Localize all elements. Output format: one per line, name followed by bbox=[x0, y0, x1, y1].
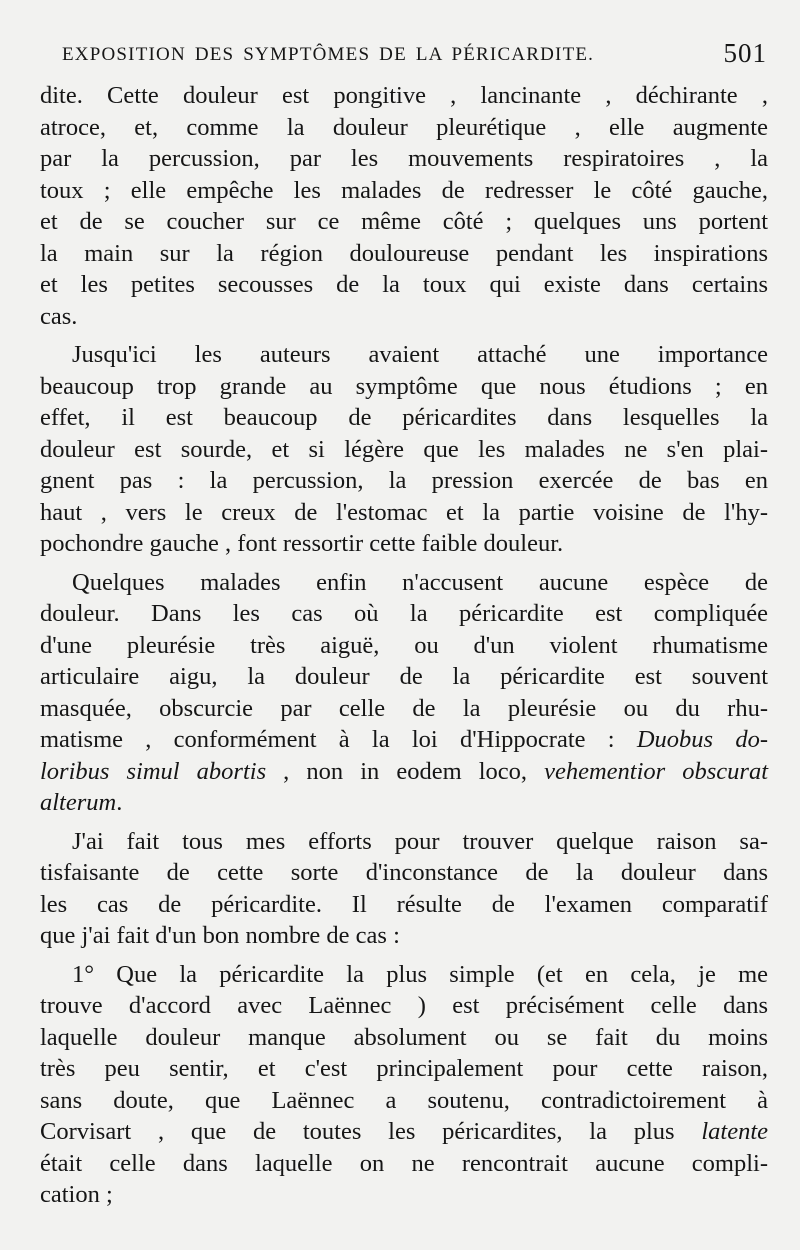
text-run: matisme , conformément à la loi d'Hippocrate : bbox=[40, 726, 637, 753]
text-line: articulaire aigu, la douleur de la péricardite est souvent bbox=[40, 663, 768, 690]
text-line: toux ; elle empêche les malades de redresser le côté gauche, bbox=[40, 176, 768, 204]
text-line: gnent pas : la percussion, la pression exercée de bas en bbox=[40, 467, 768, 494]
text-line bbox=[40, 756, 768, 788]
latin-quote: loribus simul abortis bbox=[40, 757, 267, 785]
text-line: que j'ai fait d'un bon nombre de cas : bbox=[40, 922, 400, 949]
body-text bbox=[40, 80, 768, 1218]
text-line: beaucoup trop grande au symptôme que nous étudions ; en bbox=[40, 372, 768, 400]
text-line: Jusqu'ici les auteurs avaient attaché une importance bbox=[72, 341, 768, 368]
text-line: tisfaisante de cette sorte d'inconstance de la douleur dans bbox=[40, 859, 768, 886]
text-line: la main sur la région douloureuse pendant les inspirations bbox=[40, 239, 768, 267]
text-line: 1° Que la péricardite la plus simple (et en cela, je me bbox=[72, 960, 768, 988]
text-line: atroce, et, comme la douleur pleurétique , elle augmente bbox=[40, 113, 768, 141]
text-line: pochondre gauche , font ressortir cette faible douleur. bbox=[40, 530, 564, 557]
paragraph-3 bbox=[40, 567, 768, 819]
text-line: laquelle douleur manque absolument ou se fait du moins bbox=[40, 1023, 768, 1051]
text-line: par la percussion, par les mouvements respiratoires , la bbox=[40, 145, 768, 172]
text-line: sans doute, que Laënnec a soutenu, contradictoirement à bbox=[40, 1086, 768, 1114]
text-line: masquée, obscurcie par celle de la pleurésie ou du rhu- bbox=[40, 694, 768, 722]
text-line: cas. bbox=[40, 302, 78, 330]
text-line: douleur est sourde, et si légère que les malades ne s'en plai- bbox=[40, 435, 768, 463]
emphasis: latente bbox=[701, 1118, 768, 1145]
paragraph-4 bbox=[40, 826, 768, 952]
text-line: cation ; bbox=[40, 1181, 113, 1208]
text-run: , non in eodem loco, bbox=[266, 757, 545, 785]
latin-quote: vehementior obscurat bbox=[544, 757, 769, 785]
text-line bbox=[40, 1116, 768, 1148]
text-line: très peu sentir, et c'est principalement pour cette raison, bbox=[40, 1055, 768, 1082]
text-line: haut , vers le creux de l'estomac et la partie voisine de l'hy- bbox=[40, 498, 768, 526]
text-line: Quelques malades enfin n'accusent aucune espèce de bbox=[72, 568, 768, 596]
paragraph-2 bbox=[40, 339, 768, 560]
paragraph-5 bbox=[40, 959, 768, 1211]
text-line: les cas de péricardite. Il résulte de l'examen comparatif bbox=[40, 890, 768, 918]
latin-quote: Duobus do- bbox=[636, 726, 768, 753]
text-line: était celle dans laquelle on ne rencontrait aucune compli- bbox=[40, 1149, 768, 1177]
text-run: Corvisart , que de toutes les péricardites, la plus bbox=[40, 1118, 702, 1145]
paragraph-1 bbox=[40, 80, 768, 332]
text-line bbox=[40, 787, 768, 819]
text-line: effet, il est beaucoup de péricardites dans lesquelles la bbox=[40, 404, 768, 431]
latin-quote: alterum bbox=[40, 789, 117, 816]
text-line: dite. Cette douleur est pongitive , lancinante , déchirante , bbox=[40, 82, 768, 109]
text-line: J'ai fait tous mes efforts pour trouver quelque raison sa- bbox=[72, 827, 768, 855]
running-title: EXPOSITION DES SYMPTÔMES DE LA PÉRICARDITE. bbox=[62, 44, 595, 65]
text-line: et les petites secousses de la toux qui existe dans certains bbox=[40, 271, 768, 298]
text-line: douleur. Dans les cas où la péricardite est compliquée bbox=[40, 600, 768, 627]
text-line bbox=[40, 724, 768, 756]
page-number: 501 bbox=[723, 38, 767, 68]
text-run: . bbox=[116, 789, 123, 816]
text-line: et de se coucher sur ce même côté ; quelques uns portent bbox=[40, 208, 768, 235]
text-line: d'une pleurésie très aiguë, ou d'un violent rhumatisme bbox=[40, 631, 768, 659]
text-line: trouve d'accord avec Laënnec ) est précisément celle dans bbox=[40, 992, 768, 1019]
running-head bbox=[62, 40, 767, 76]
